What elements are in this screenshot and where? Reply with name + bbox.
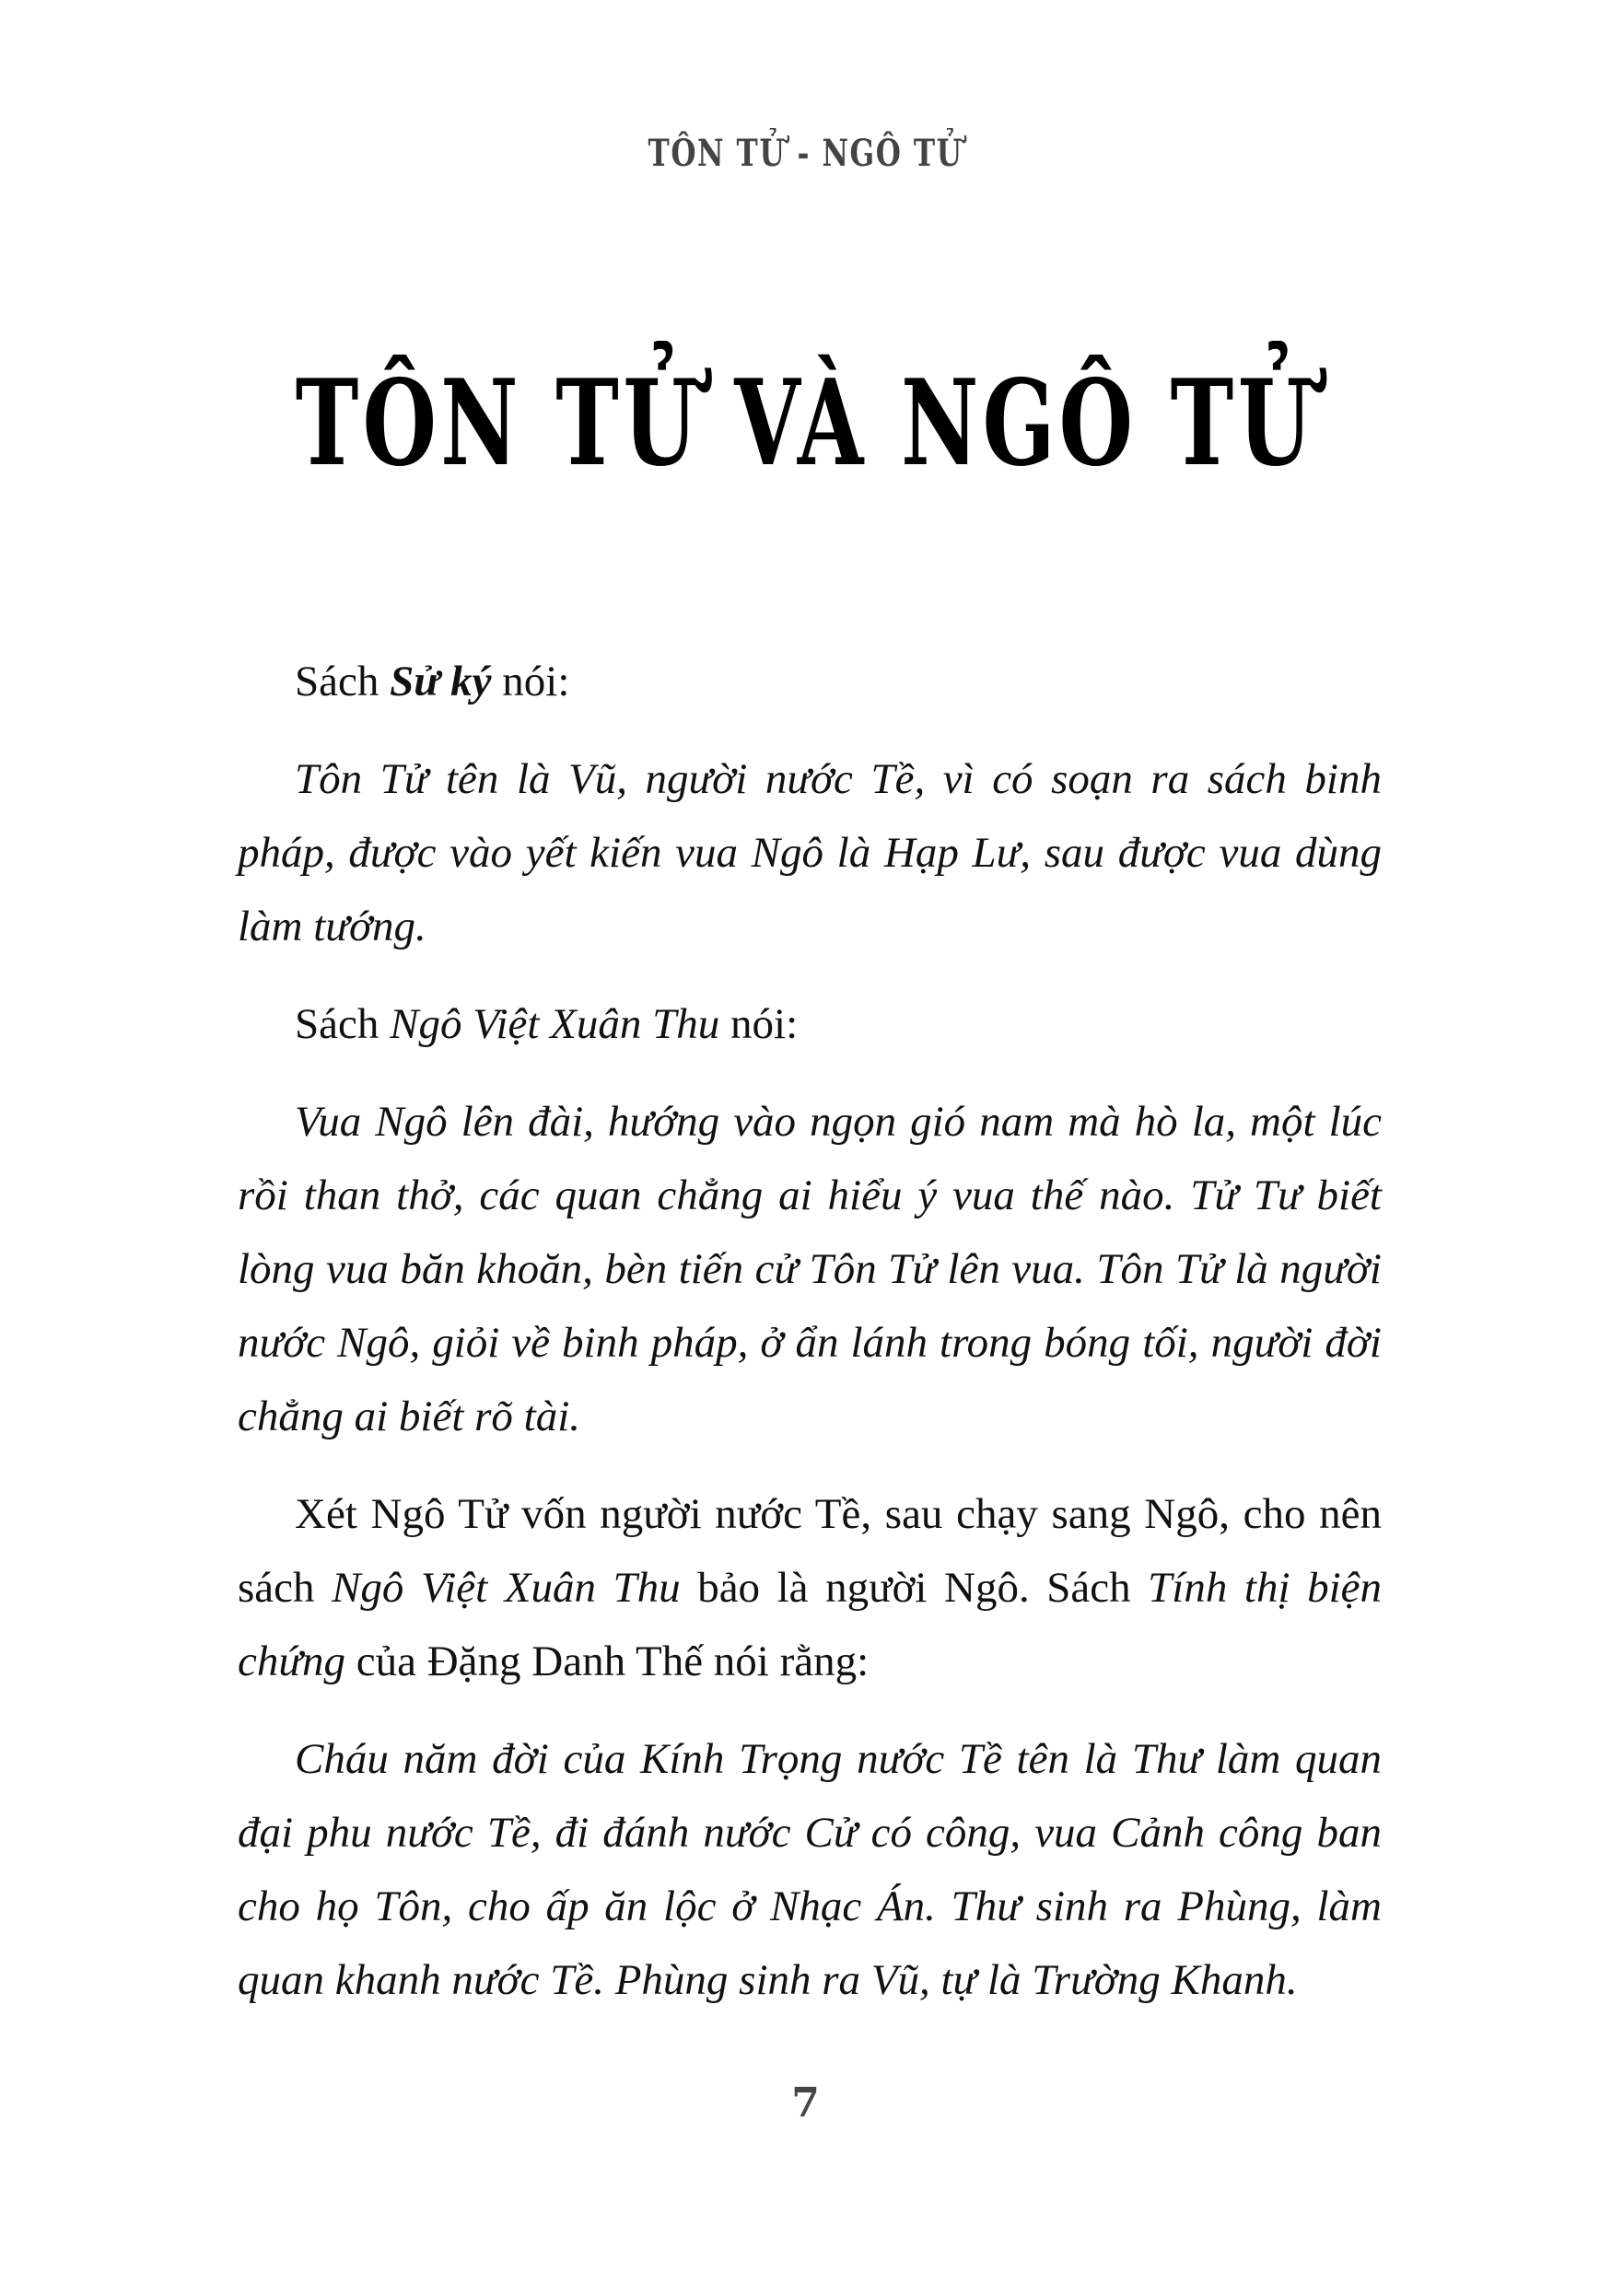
book-title-tinh-thi-bien-chung: Tính thị biện chứng xyxy=(238,1564,1383,1685)
text: bảo là người Ngô. Sách xyxy=(680,1564,1149,1612)
running-header: TÔN TỬ - NGÔ TỬ xyxy=(648,132,963,175)
book-title-ngo-viet-xuan-thu: Ngô Việt Xuân Thu xyxy=(390,1000,720,1048)
text: Sách xyxy=(295,658,391,705)
text: của Đặng Danh Thế nói rằng: xyxy=(345,1638,870,1685)
paragraph-su-ky-intro xyxy=(238,645,1382,718)
quote-tinh-thi-bien-chung: Cháu năm đời của Kính Trọng nước Tề tên là Thư làm quan đại phu nước Tề, đi đánh nước Cử có công, vua Cảnh công ban cho họ Tôn, cho ấp ăn lộc ở Nhạc Án. Thư sinh ra Phùng, làm quan khanh nước Tề. Phùng sinh ra Vũ, tự là Trường Khanh. xyxy=(238,1735,1382,2004)
text: Sách xyxy=(295,1000,391,1048)
paragraph-commentary xyxy=(238,1477,1382,1698)
quote-su-ky: Tôn Tử tên là Vũ, người nước Tề, vì có soạn ra sách binh pháp, được vào yết kiến vua Ngô là Hạp Lư, sau được vua dùng làm tướng. xyxy=(238,755,1382,950)
book-title-ngo-viet-xuan-thu: Ngô Việt Xuân Thu xyxy=(332,1564,681,1612)
paragraph-ngo-viet-intro xyxy=(238,987,1382,1061)
book-title-su-ky: Sử ký xyxy=(390,658,492,705)
text: nói: xyxy=(491,658,570,705)
page-number: 7 xyxy=(791,2080,820,2127)
body-text xyxy=(238,645,1382,2041)
quote-ngo-viet-xuan-thu: Vua Ngô lên đài, hướng vào ngọn gió nam mà hò la, một lúc rồi than thở, các quan chẳng ai hiểu ý vua thế nào. Tử Tư biết lòng vua băn khoăn, bèn tiến cử Tôn Tử lên vua. Tôn Tử là người nước Ngô, giỏi về binh pháp, ở ẩn lánh trong bóng tối, người đời chẳng ai biết rõ tài. xyxy=(238,1098,1382,1440)
text: nói: xyxy=(719,1000,799,1048)
chapter-title: TÔN TỬ VÀ NGÔ TỬ xyxy=(295,355,1316,493)
text: Xét Ngô Tử vốn người nước Tề, sau chạy sang Ngô, cho nên sách xyxy=(238,1490,1382,1612)
